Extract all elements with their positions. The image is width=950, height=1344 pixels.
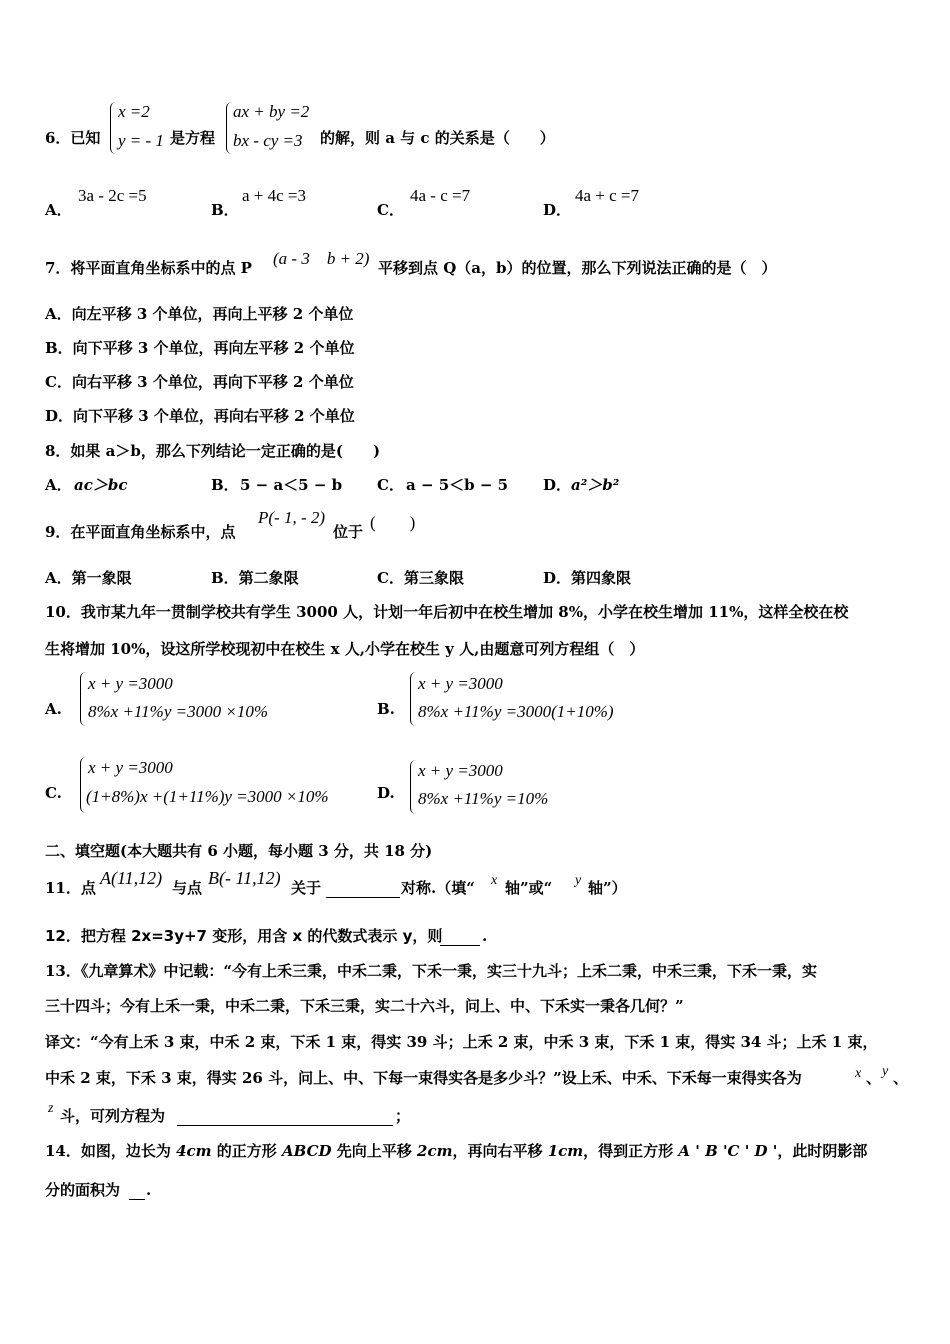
q13-line-2: 三十四斗；今有上禾一秉，中禾二秉，下禾三秉，实二十六斗，问上、中、下禾实一秉各几何？” [45,997,684,1015]
q6-option-c-expr: 4a - c =7 [410,186,471,205]
q13-answer-blank[interactable] [177,1106,393,1126]
q12-end: . [482,927,488,945]
q6-sys1-eq1: x =2 [118,102,150,121]
q14-end: . [146,1181,152,1199]
q14-p2: 的正方形 [211,1142,283,1160]
q7-head: 7．将平面直角坐标系中的点 P [45,259,252,277]
q14-v3: 2cm [417,1142,453,1160]
q10-option-b-label: B. [377,700,395,718]
q11-x: x [491,873,498,888]
q10-option-d-brace [410,760,417,814]
q12-text: 12．把方程 2x=3y+7 变形，用含 x 的代数式表示 y，则 [45,927,443,945]
q11-c: 关于 [291,879,322,897]
q10-option-d-label: D. [377,784,395,802]
q14-line-1 [45,1141,867,1161]
q10-option-a-eq2: 8%x +11%y =3000 ×10% [88,702,268,721]
q7-option-d: D．向下平移 3 个单位，再向右平移 2 个单位 [45,407,355,425]
q11-point-b: B(- 11,12) [208,868,281,888]
q6-sys2-eq2: bx - cy =3 [233,131,303,150]
q9-option-d: D．第四象限 [543,569,632,587]
q8-option-d-label: D． [543,476,572,494]
q13-sep-1: 、 [866,1069,882,1087]
q8-option-c-label: C． [377,476,404,494]
q14-v2: ABCD [282,1142,332,1160]
q13-line-4: 中禾 2 束，下禾 3 束，得实 26 斗，问上、中、下每一束得实各是多少斗？”设上禾、中禾、下禾每一束得实各为 [45,1069,802,1087]
q10-option-c-eq1: x + y =3000 [88,758,173,777]
q13-sep-2: 、 [893,1069,909,1087]
q6-sys1-eq2: y = - 1 [118,131,164,150]
q6-option-a-expr: 3a - 2c =5 [78,186,147,205]
q12-answer-blank[interactable] [440,926,480,946]
q13-var-z: z [48,1101,54,1116]
q6-mid-text: 是方程 [170,129,216,147]
q7-option-b: B．向下平移 3 个单位，再向左平移 2 个单位 [45,339,355,357]
q6-option-d-expr: 4a + c =7 [575,186,640,205]
q9-point: P(- 1, - 2) [258,508,326,527]
q6-brace-1 [110,102,117,154]
q9-paren: ( ) [370,513,416,532]
q14-p5: ，得到正方形 [583,1142,679,1160]
q6-brace-2 [226,102,233,154]
q8-option-c-expr: a − 5＜b − 5 [406,476,509,494]
q11-f: 轴”） [588,879,627,897]
q8-option-b-expr: 5 − a＜5 − b [240,476,343,494]
q10-option-a-label: A. [45,700,62,718]
q10-option-a-brace [80,672,87,726]
q6-option-a-label: A． [45,201,72,219]
q10-line-2: 生将增加 10%，设这所学校现初中在校生 x 人,小学在校生 y 人,由题意可列方程组（ ） [45,640,645,658]
section-2-heading: 二、填空题(本大题共有 6 小题，每小题 3 分，共 18 分) [45,842,433,860]
q10-option-b-brace [410,672,417,726]
q13-var-y: y [882,1064,889,1079]
q14-p1: 14．如图，边长为 [45,1142,177,1160]
q10-line-1: 10．我市某九年一贯制学校共有学生 3000 人，计划一年后初中在校生增加 8%，小学在校生增加 11%，这样全校在校 [45,603,849,621]
q14-v1: 4cm [176,1142,212,1160]
q13-end: ； [395,1107,411,1125]
q10-option-d-eq1: x + y =3000 [418,761,503,780]
q6-option-b-label: B． [211,201,239,219]
q14-answer-blank[interactable] [129,1180,145,1200]
q10-option-c-label: C. [45,784,62,802]
q6-sys2-eq1: ax + by =2 [233,102,310,121]
q10-option-d-eq2: 8%x +11%y =10% [418,789,549,808]
q7-coordinate: (a - 3 b + 2) [273,249,370,268]
q13-var-x: x [855,1066,862,1081]
q13-line-5: 斗，可列方程为 [60,1107,166,1125]
q13-line-3: 译文：“今有上禾 3 束，中禾 2 束，下禾 1 束，得实 39 斗；上禾 2 束，中禾 3 束，下禾 1 束，得实 34 斗；上禾 1 束， [45,1033,878,1051]
q9-option-a: A．第一象限 [45,569,132,587]
q6-tail: 的解，则 a 与 c 的关系是（ ） [320,129,555,147]
q9-option-b: B．第二象限 [211,569,299,587]
q8-option-a-expr: ac＞bc [74,476,128,494]
q13-line-1: 13．《九章算术》中记载：“今有上禾三秉，中禾二秉，下禾一秉，实三十九斗；上禾二秉，中禾三秉，下禾一秉，实 [45,962,818,980]
q10-option-b-eq2: 8%x +11%y =3000(1+10%) [418,702,614,721]
q10-option-c-eq2: (1+8%)x +(1+11%)y =3000 ×10% [86,787,329,806]
q14-p3: 先向上平移 [331,1142,418,1160]
q8-option-a-label: A． [45,476,72,494]
q11-a: 11．点 [45,879,96,897]
q11-d: 对称.（填“ [401,879,475,897]
q8-option-b-label: B． [211,476,239,494]
q14-p4: ，再向右平移 [452,1142,548,1160]
q11-b: 与点 [172,879,203,897]
q14-v4: 1cm [547,1142,584,1160]
q9-tail: 位于 [333,523,364,541]
q6-option-b-expr: a + 4c =3 [242,186,307,205]
q8-stem: 8．如果 a＞b，那么下列结论一定正确的是( ) [45,442,381,460]
q7-option-c: C．向右平移 3 个单位，再向下平移 2 个单位 [45,373,354,391]
q7-tail: 平移到点 Q（a，b）的位置，那么下列说法正确的是（ ） [378,259,777,277]
q11-e: 轴”或“ [505,879,553,897]
q11-point-a: A(11,12) [100,868,163,888]
q10-option-a-eq1: x + y =3000 [88,674,173,693]
q10-option-b-eq1: x + y =3000 [418,674,503,693]
q8-option-d-expr: a²＞b² [571,476,620,494]
q6-option-c-label: C． [377,201,404,219]
q6-number: 6．已知 [45,129,101,147]
q11-answer-blank[interactable] [326,878,400,898]
q7-option-a: A．向左平移 3 个单位，再向上平移 2 个单位 [45,305,354,323]
q9-head: 9．在平面直角坐标系中，点 [45,523,236,541]
q11-y: y [575,873,582,888]
q14-p6: ，此时阴影部 [777,1142,868,1160]
q14-v5: A ' B 'C ' D ' [678,1142,778,1160]
q6-option-d-label: D． [543,201,572,219]
q9-option-c: C．第三象限 [377,569,464,587]
q14-line-2: 分的面积为 [45,1181,121,1199]
